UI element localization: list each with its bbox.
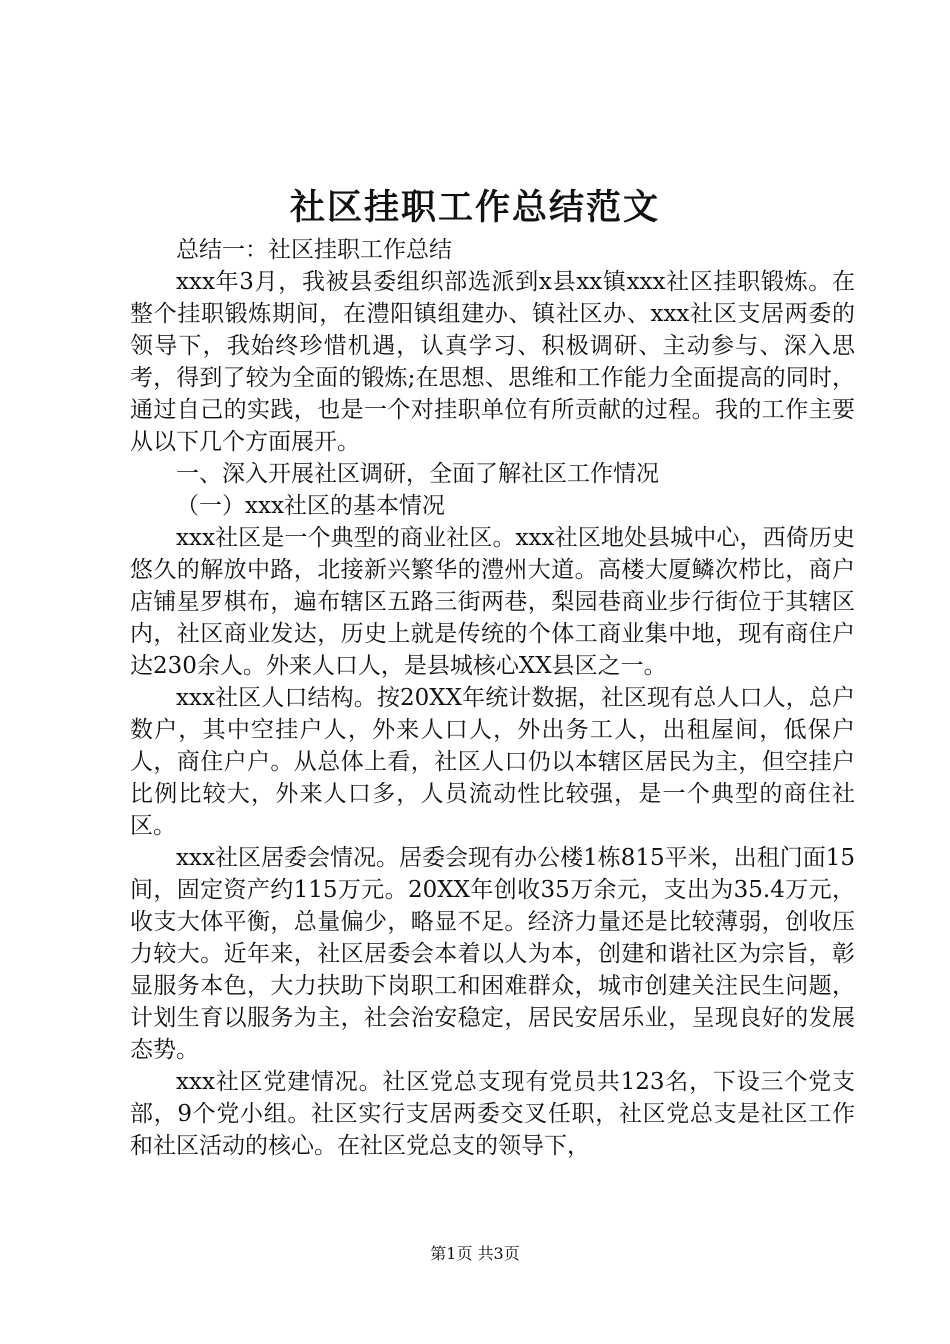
subsection-heading: （一）xxx社区的基本情况	[176, 493, 445, 519]
document-title: 社区挂职工作总结范文	[289, 187, 660, 228]
paragraph: xxx社区居委会情况。居委会现有办公楼1栋815平米，出租门面15间，固定资产约115万元。20XX年创收35万余元，支出为35.4万元，收支大体平衡，总量偏少，略显不足。经济力量还是比较薄弱，创收压力较大。近年来，社区居委会本着以人为本，创建和谐社区为宗旨，彰显服务本色，大力扶助下岗职工和困难群众，城市创建关注民生问题，计划生育以服务为主，社会治安稳定，居民安居乐业，呈现良好的发展态势。	[130, 845, 855, 1063]
paragraph: xxx年3月，我被县委组织部选派到x县xx镇xxx社区挂职锻炼。在整个挂职锻炼期间，在澧阳镇组建办、镇社区办、xxx社区支居两委的领导下，我始终珍惜机遇，认真学习、积极调研、主动参与、深入思考，得到了较为全面的锻炼;在思想、思维和工作能力全面提高的同时，通过自己的实践，也是一个对挂职单位有所贡献的过程。我的工作主要从以下几个方面展开。	[130, 269, 855, 455]
section-heading: 一、深入开展社区调研，全面了解社区工作情况	[176, 461, 659, 487]
section-heading: 总结一：社区挂职工作总结	[176, 237, 452, 263]
paragraph: xxx社区人口结构。按20XX年统计数据，社区现有总人口人，总户数户，其中空挂户人，外来人口人，外出务工人，出租屋间，低保户人，商住户户。从总体上看，社区人口仍以本辖区居民为主，但空挂户比例比较大，外来人口多，人员流动性比较强，是一个典型的商住社区。	[130, 685, 855, 839]
paragraph: xxx社区是一个典型的商业社区。xxx社区地处县城中心，西倚历史悠久的解放中路，北接新兴繁华的澧州大道。高楼大厦鳞次栉比，商户店铺星罗棋布，遍布辖区五路三街两巷，梨园巷商业步行街位于其辖区内，社区商业发达，历史上就是传统的个体工商业集中地，现有商住户达230余人。外来人口人，是县城核心XX县区之一。	[130, 525, 855, 679]
document-body	[130, 234, 855, 1162]
page-footer: 第1页 共3页	[430, 1244, 520, 1263]
paragraph: xxx社区党建情况。社区党总支现有党员共123名，下设三个党支部，9个党小组。社区实行支居两委交叉任职，社区党总支是社区工作和社区活动的核心。在社区党总支的领导下，	[130, 1069, 855, 1159]
